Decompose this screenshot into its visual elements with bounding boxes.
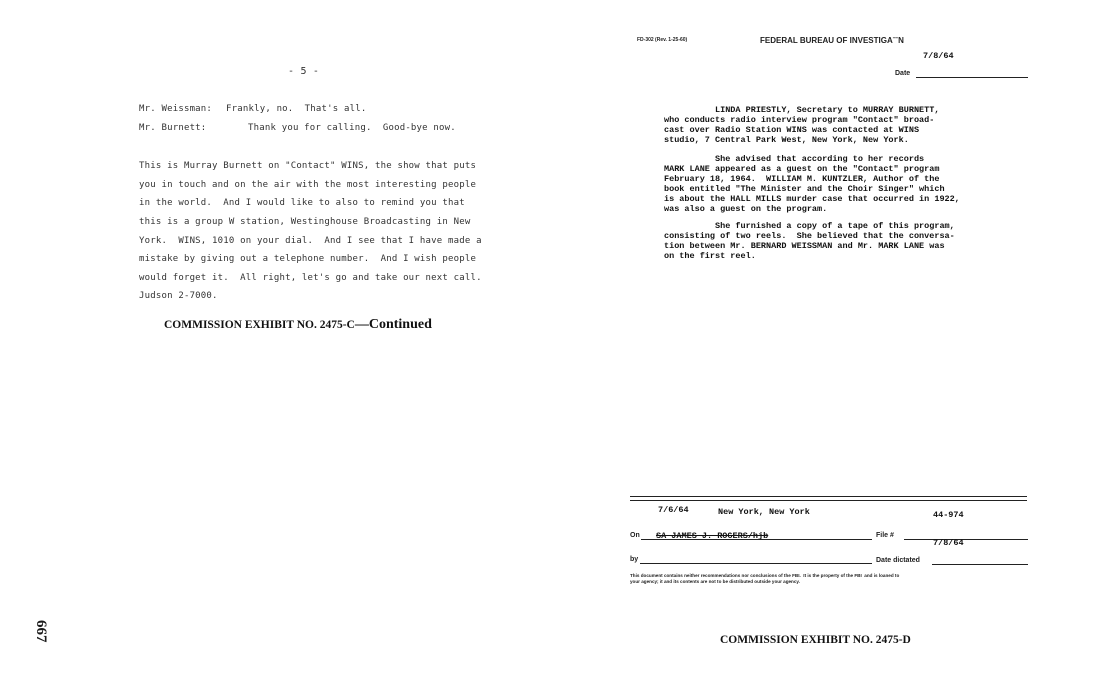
report-line: consisting of two reels. She believed that the conversa- [664,231,955,241]
dictated-date: 7/8/64 [933,538,964,548]
agent-name: SA JAMES J. ROGERS/hjb [656,531,769,541]
interview-date: 7/6/64 [658,505,689,515]
dialogue-text: Frankly, no. That's all. [226,104,367,114]
exhibit-caption-right [720,632,911,648]
date-label: Date [895,70,911,77]
report-line: She furnished a copy of a tape of this program, [664,221,955,231]
paragraph-line: mistake by giving out a telephone number. And I wish people [139,254,477,264]
report-line: is about the HALL MILLS murder case that occurred in 1922, [664,194,960,204]
dialogue-text: Thank you for calling. Good-bye now. [248,123,456,133]
report-line: February 18, 1964. WILLIAM M. KUNTZLER, Author of the [664,174,940,184]
form-id: FD-302 (Rev. 1-25-60) [637,37,688,43]
date-dictated-label: Date dictated [876,557,920,564]
report-date: 7/8/64 [923,51,954,61]
on-label: On [630,532,640,539]
paragraph-line: this is a group W station, Westinghouse Broadcasting in New [139,217,471,227]
caption-prefix: COMMISSION EXHIBIT NO. 2475-C [164,319,355,331]
report-line: book entitled "The Minister and the Choir Singer" which [664,184,945,194]
paragraph-line: you in touch and on the air with the most interesting people [139,180,477,190]
exhibit-caption-left [164,317,432,333]
date-dictated-rule [932,564,1028,565]
paragraph-line: Judson 2-7000. [139,291,218,301]
paragraph-line: would forget it. All right, let's go and take our next call. [139,273,482,283]
report-line: cast over Radio Station WINS was contacted at WINS [664,125,920,135]
by-label: by [630,556,639,563]
fbi-disclaimer-line: This document contains neither recommendations nor conclusions of the FBI. It is the property of the FBI and is loaned to [630,573,900,578]
date-rule [916,77,1028,78]
volume-page-number: 667 [33,620,49,643]
report-line: MARK LANE appeared as a guest on the "Contact" program [664,164,940,174]
dialogue-speaker: Mr. Weissman: [139,104,213,114]
paragraph-line: in the world. And I would like to also to remind you that [139,198,465,208]
paragraph-line: York. WINS, 1010 on your dial. And I see that I have made a [139,236,482,246]
report-line: was also a guest on the program. [664,204,828,214]
file-rule [904,539,1028,540]
report-line: She advised that according to her records [664,154,925,164]
interview-location: New York, New York [718,507,810,517]
footer-top-rule [630,496,1027,497]
agency-header: FEDERAL BUREAU OF INVESTIGAˉˉN [760,36,904,45]
report-line: on the first reel. [664,251,756,261]
fbi-disclaimer-line: your agency; it and its contents are not to be distributed outside your agency. [630,579,800,584]
by-rule [640,563,872,564]
dialogue-speaker: Mr. Burnett: [139,123,207,133]
paragraph-line: This is Murray Burnett on "Contact" WINS, the show that puts [139,161,477,171]
caption-text: COMMISSION EXHIBIT NO. 2475-D [720,634,911,646]
caption-suffix: —Continued [354,317,432,332]
page-marker: - 5 - [288,66,320,77]
report-line: tion between Mr. BERNARD WEISSMAN and Mr. MARK LANE was [664,241,945,251]
file-label: File # [876,532,894,539]
file-number: 44-974 [933,510,964,520]
report-line: studio, 7 Central Park West, New York, New York. [664,135,909,145]
report-line: who conducts radio interview program "Contact" broad- [664,115,935,125]
report-line: LINDA PRIESTLY, Secretary to MURRAY BURNETT, [664,105,940,115]
footer-top-rule [630,500,1027,501]
